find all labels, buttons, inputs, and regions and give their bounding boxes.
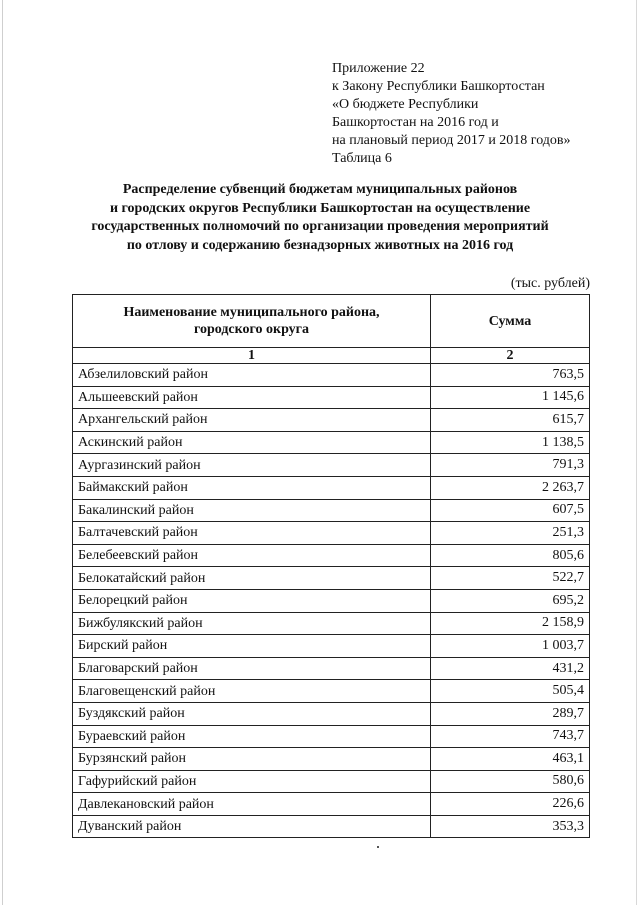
table-row [73, 815, 590, 838]
district-name: Бижбулякский район [73, 612, 431, 635]
subvention-sum: 743,7 [431, 725, 590, 748]
table-row [73, 635, 590, 658]
table-row [73, 567, 590, 590]
district-name: Баймакский район [73, 476, 431, 499]
district-name: Архангельский район [73, 409, 431, 432]
district-name: Бураевский район [73, 725, 431, 748]
district-name: Аскинский район [73, 431, 431, 454]
table-row [73, 544, 590, 567]
district-name: Абзелиловский район [73, 364, 431, 387]
scan-speck [377, 846, 379, 848]
subvention-sum: 505,4 [431, 680, 590, 703]
appendix-line: к Закону Республики Башкортостан [332, 79, 545, 94]
scan-edge-left [2, 0, 3, 905]
appendix-header [332, 60, 571, 168]
table-row [73, 702, 590, 725]
subvention-sum: 2 158,9 [431, 612, 590, 635]
subvention-sum: 431,2 [431, 657, 590, 680]
district-name: Буздякский район [73, 702, 431, 725]
district-name: Благовещенский район [73, 680, 431, 703]
document-title [60, 181, 580, 255]
header-name-line1: Наименование муниципального района, [123, 305, 380, 320]
district-name: Бакалинский район [73, 499, 431, 522]
subvention-sum: 791,3 [431, 454, 590, 477]
header-name-line2: городского округа [193, 322, 310, 337]
units-label: (тыс. рублей) [510, 276, 590, 291]
district-name: Бирский район [73, 635, 431, 658]
subventions-table [72, 294, 590, 838]
table-row [73, 589, 590, 612]
subvention-sum: 353,3 [431, 815, 590, 838]
subvention-sum: 1 138,5 [431, 431, 590, 454]
district-name: Аургазинский район [73, 454, 431, 477]
table-row [73, 476, 590, 499]
district-name: Белебеевский район [73, 544, 431, 567]
subvention-sum: 763,5 [431, 364, 590, 387]
subvention-sum: 2 263,7 [431, 476, 590, 499]
table-body [73, 364, 590, 838]
district-name: Белокатайский район [73, 567, 431, 590]
table-row [73, 770, 590, 793]
table-row [73, 748, 590, 771]
subvention-sum: 607,5 [431, 499, 590, 522]
table-row [73, 364, 590, 387]
title-line: Распределение субвенций бюджетам муниципальных районов [122, 182, 518, 197]
table-row [73, 612, 590, 635]
subvention-sum: 251,3 [431, 522, 590, 545]
subvention-sum: 522,7 [431, 567, 590, 590]
district-name: Бурзянский район [73, 748, 431, 771]
header-sum: Сумма [431, 295, 590, 348]
subvention-sum: 615,7 [431, 409, 590, 432]
appendix-line: «О бюджете Республики [332, 97, 479, 112]
column-number-row [73, 348, 590, 364]
district-name: Альшеевский район [73, 386, 431, 409]
column-number: 2 [431, 348, 590, 364]
subvention-sum: 1 145,6 [431, 386, 590, 409]
appendix-line: Приложение 22 [332, 61, 425, 76]
table-header-row [73, 295, 590, 348]
table-row [73, 454, 590, 477]
title-line: и городских округов Республики Башкортостан на осуществление [109, 200, 531, 216]
table-row [73, 499, 590, 522]
table-row [73, 522, 590, 545]
column-number: 1 [73, 348, 431, 364]
subvention-sum: 580,6 [431, 770, 590, 793]
appendix-line: на плановый период 2017 и 2018 годов» [332, 133, 571, 148]
district-name: Гафурийский район [73, 770, 431, 793]
table-row [73, 793, 590, 816]
district-name: Белорецкий район [73, 589, 431, 612]
district-name: Дуванский район [73, 815, 431, 838]
appendix-line: Башкортостан на 2016 год и [332, 115, 499, 130]
subvention-sum: 463,1 [431, 748, 590, 771]
title-line: государственных полномочий по организации проведения мероприятий [91, 219, 549, 234]
title-line: по отлову и содержанию безнадзорных животных на 2016 год [126, 237, 514, 253]
district-name: Благоварский район [73, 657, 431, 680]
subvention-sum: 1 003,7 [431, 635, 590, 658]
subvention-sum: 805,6 [431, 544, 590, 567]
district-name: Давлекановский район [73, 793, 431, 816]
scan-edge-right [636, 0, 637, 905]
table-row [73, 680, 590, 703]
subvention-sum: 226,6 [431, 793, 590, 816]
table-row [73, 431, 590, 454]
district-name: Балтачевский район [73, 522, 431, 545]
subvention-sum: 695,2 [431, 589, 590, 612]
table-row [73, 657, 590, 680]
subvention-sum: 289,7 [431, 702, 590, 725]
appendix-line: Таблица 6 [332, 151, 392, 166]
table-row [73, 725, 590, 748]
table-row [73, 409, 590, 432]
header-name [73, 295, 431, 348]
table-row [73, 386, 590, 409]
